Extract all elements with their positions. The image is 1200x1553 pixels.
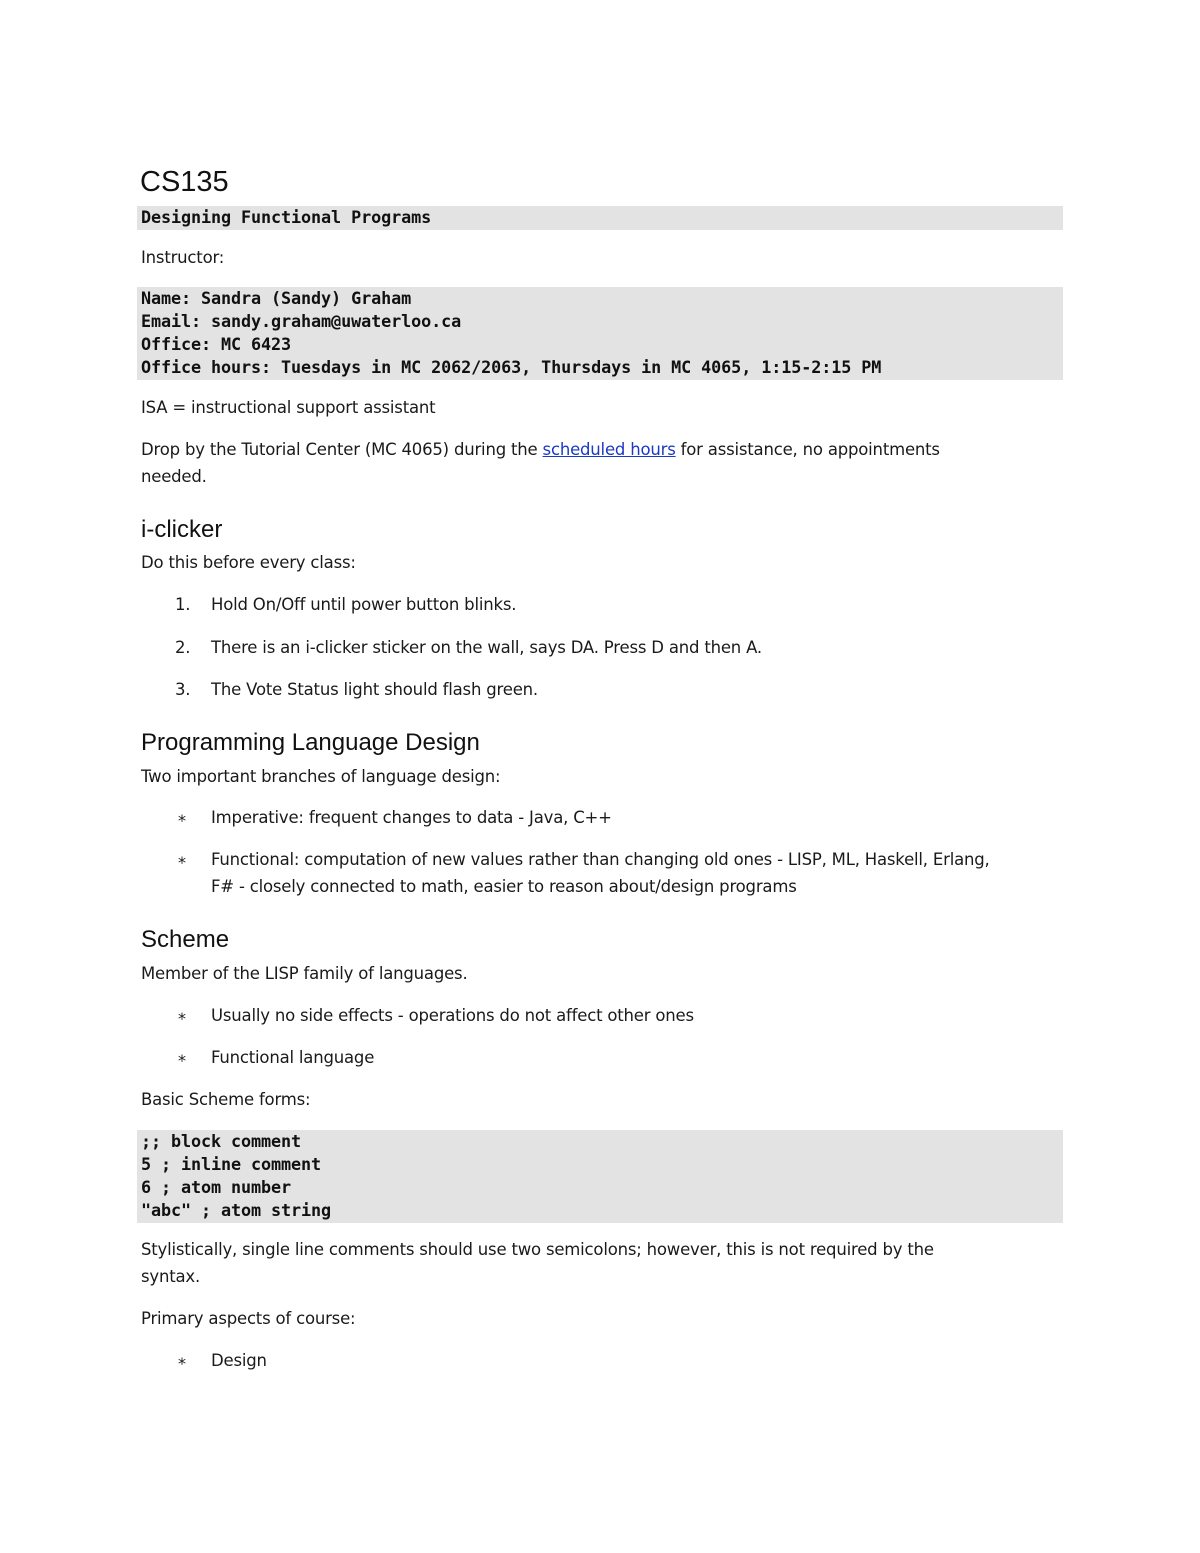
pld-intro: Two important branches of language design: [141,767,501,786]
instructor-office: Office: MC 6423 [141,334,292,354]
page-title: CS135 [140,166,229,198]
code-line: ;; block comment [141,1131,302,1151]
scheme-forms-label: Basic Scheme forms: [141,1090,311,1109]
step-text: Hold On/Off until power button blinks. [211,595,517,614]
instructor-email: Email: sandy.graham@uwaterloo.ca [141,311,462,331]
bullet-marker: * [178,853,186,872]
code-line: 6 ; atom number [141,1177,292,1197]
scheduled-hours-link[interactable]: scheduled hours [542,440,676,459]
isa-definition: ISA = instructional support assistant [141,398,436,417]
bullet-marker: * [178,1354,186,1373]
bullet-text: Functional: computation of new values rather than changing old ones - LISP, ML, Haskell, Erlang, [211,850,990,869]
step-text: The Vote Status light should flash green. [211,680,538,699]
instructor-name: Name: Sandra (Sandy) Graham [141,288,412,308]
scheme-intro: Member of the LISP family of languages. [141,964,468,983]
code-line: 5 ; inline comment [141,1154,322,1174]
bullet-text: Imperative: frequent changes to data - Java, C++ [211,808,612,827]
bullet-text: Usually no side effects - operations do not affect other ones [211,1006,694,1025]
dropby-paragraph [141,440,940,459]
step-number: 3. [175,680,191,699]
bullet-marker: * [178,1009,186,1028]
style-note-line2: syntax. [141,1267,201,1286]
course-title: Designing Functional Programs [141,207,432,227]
bullet-marker: * [178,1051,186,1070]
dropby-paragraph-line2: needed. [141,467,207,486]
dropby-text-before: Drop by the Tutorial Center (MC 4065) during the [141,440,543,459]
bullet-text: Functional language [211,1048,375,1067]
bullet-text: Design [211,1351,267,1370]
bullet-text-continued: F# - closely connected to math, easier to reason about/design programs [211,877,797,896]
iclicker-heading: i-clicker [141,516,223,543]
instructor-label: Instructor: [141,248,225,267]
pld-heading: Programming Language Design [141,729,480,756]
step-number: 2. [175,638,191,657]
scheme-heading: Scheme [141,926,230,953]
step-number: 1. [175,595,191,614]
bullet-marker: * [178,811,186,830]
code-line: "abc" ; atom string [141,1200,332,1220]
iclicker-intro: Do this before every class: [141,553,356,572]
style-note: Stylistically, single line comments should use two semicolons; however, this is not required by the [141,1240,934,1259]
instructor-office-hours: Office hours: Tuesdays in MC 2062/2063, Thursdays in MC 4065, 1:15-2:15 PM [141,357,882,377]
step-text: There is an i-clicker sticker on the wall, says DA. Press D and then A. [211,638,762,657]
aspects-label: Primary aspects of course: [141,1309,356,1328]
dropby-text-after: for assistance, no appointments [675,440,940,459]
